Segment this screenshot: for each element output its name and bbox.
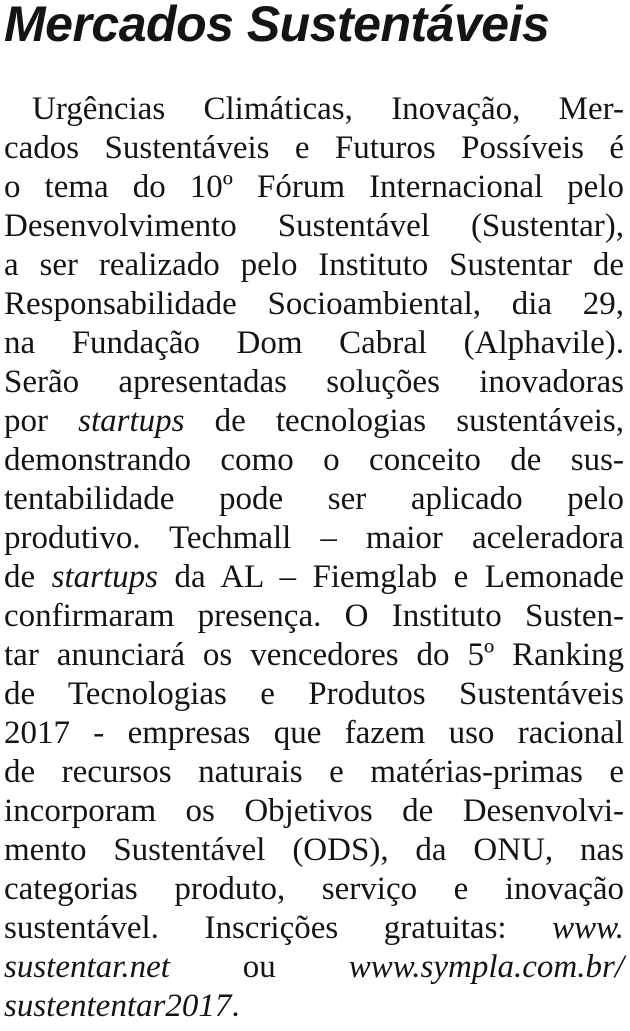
article-line bbox=[4, 675, 624, 714]
text-segment: de Tecnologias e Produtos Sustentáveis bbox=[4, 676, 624, 712]
article-line bbox=[4, 714, 624, 753]
article-line bbox=[4, 207, 624, 246]
article-line bbox=[4, 753, 624, 792]
text-segment: Serão apresentadas soluções inovadoras bbox=[4, 364, 624, 400]
text-segment: Desenvolvimento Sustentável (Sustentar), bbox=[4, 208, 624, 244]
italic-text: sustententar2017 bbox=[4, 988, 232, 1024]
article-line bbox=[4, 597, 624, 636]
text-segment: mento Sustentável (ODS), da ONU, nas bbox=[4, 832, 624, 868]
text-segment: confirmaram presença. O Instituto Susten- bbox=[4, 598, 624, 634]
article-headline: Mercados Sustentáveis bbox=[4, 0, 550, 52]
text-segment: de recursos naturais e matérias-primas e bbox=[4, 754, 624, 790]
article-line bbox=[4, 948, 624, 987]
text-segment: a ser realizado pelo Instituto Sustentar de bbox=[4, 247, 624, 283]
article-line bbox=[4, 792, 624, 831]
text-segment: Urgências Climáticas, Inovação, Mer- bbox=[32, 91, 624, 127]
article-line bbox=[4, 636, 624, 675]
article-line bbox=[4, 129, 624, 168]
article-line bbox=[4, 909, 624, 948]
italic-text: startups bbox=[78, 403, 185, 439]
text-segment: tentabilidade pode ser aplicado pelo bbox=[4, 481, 624, 517]
article-line bbox=[4, 285, 624, 324]
article-line bbox=[4, 402, 624, 441]
italic-text: www. bbox=[552, 910, 624, 946]
text-segment: o tema do 10º Fórum Internacional pelo bbox=[4, 169, 624, 205]
article-line bbox=[4, 558, 624, 597]
text-segment: tar anunciará os vencedores do 5º Ranking bbox=[4, 637, 624, 673]
text-segment: categorias produto, serviço e inovação bbox=[4, 871, 624, 907]
article-line bbox=[4, 519, 624, 558]
text-segment: da AL – Fiemglab e Lemonade bbox=[158, 559, 624, 595]
article-line bbox=[4, 246, 624, 285]
text-segment: demonstrando como o conceito de sus- bbox=[4, 442, 624, 478]
article-line bbox=[4, 90, 624, 129]
article-line bbox=[4, 870, 624, 909]
article-line bbox=[4, 441, 624, 480]
italic-text: www.sympla.com.br/ bbox=[348, 949, 624, 985]
article-body bbox=[4, 90, 624, 1026]
text-segment: produtivo. Techmall – maior aceleradora bbox=[4, 520, 624, 556]
article-line bbox=[4, 168, 624, 207]
text-segment: cados Sustentáveis e Futuros Possíveis é bbox=[4, 130, 624, 166]
article-line bbox=[4, 987, 624, 1026]
italic-text: startups bbox=[51, 559, 158, 595]
text-segment: 2017 - empresas que fazem uso racional bbox=[4, 715, 624, 751]
text-segment: . bbox=[231, 988, 240, 1024]
article-line bbox=[4, 831, 624, 870]
text-segment: de tecnologias sustentáveis, bbox=[184, 403, 624, 439]
text-segment: de bbox=[4, 559, 52, 595]
text-segment: incorporam os Objetivos de Desenvolvi- bbox=[4, 793, 624, 829]
article-line bbox=[4, 363, 624, 402]
text-segment: ou bbox=[169, 949, 349, 985]
text-segment: por bbox=[4, 403, 79, 439]
text-segment: sustentável. Inscrições gratuitas: bbox=[4, 910, 553, 946]
article-line bbox=[4, 324, 624, 363]
text-segment: Responsabilidade Socioambiental, dia 29, bbox=[4, 286, 624, 322]
article-line bbox=[4, 480, 624, 519]
text-segment: na Fundação Dom Cabral (Alphavile). bbox=[4, 325, 624, 361]
italic-text: sustentar.net bbox=[4, 949, 170, 985]
